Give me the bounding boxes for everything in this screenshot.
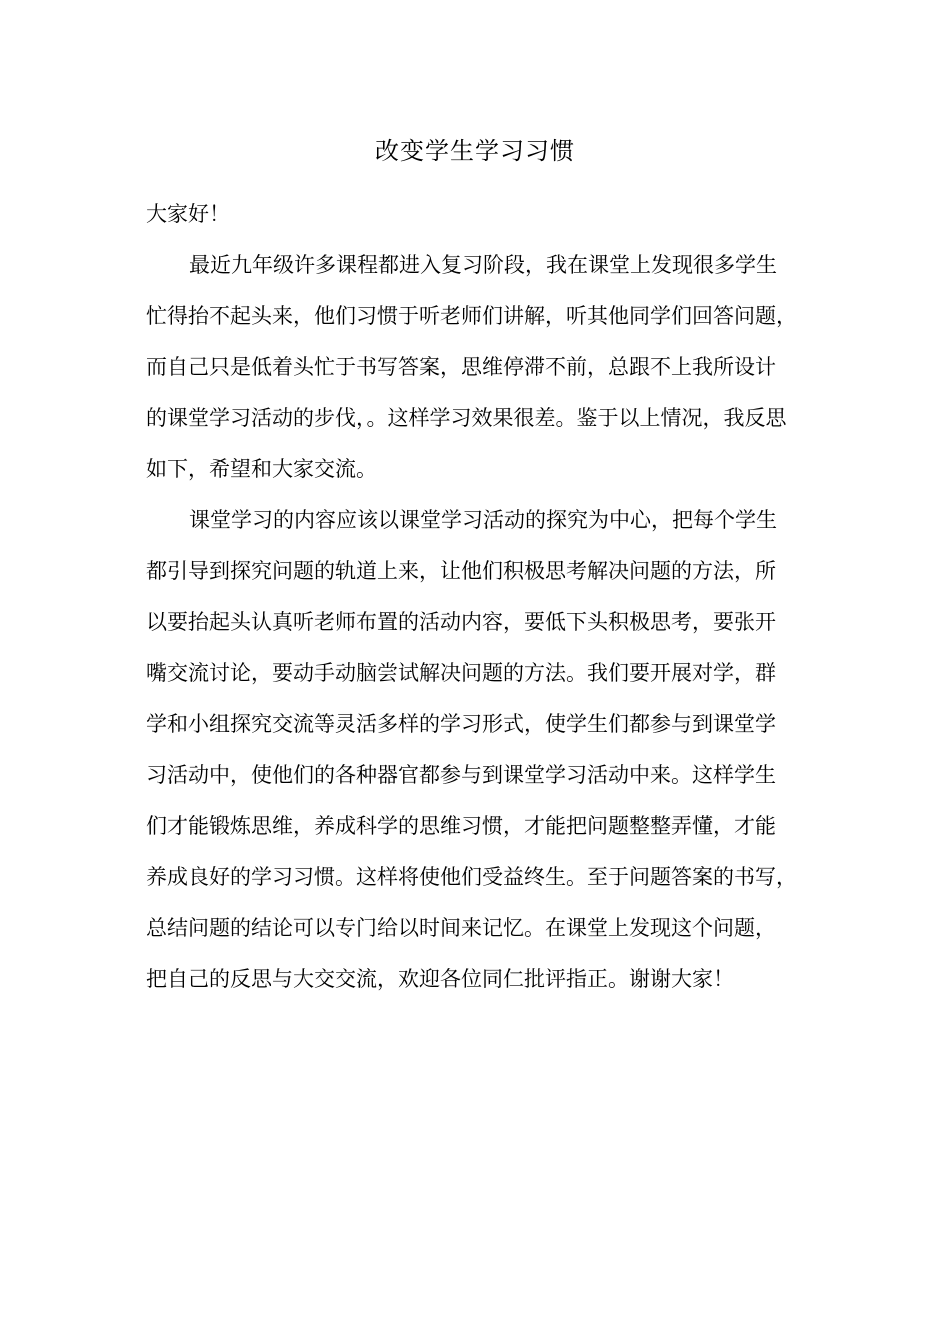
text-line: 习活动中，使他们的各种器官都参与到课堂学习活动中来。这样学生 <box>146 763 776 787</box>
text-line: 总结问题的结论可以专门给以时间来记忆。在课堂上发现这个问题， <box>146 916 776 940</box>
text-line: 学和小组探究交流等灵活多样的学习形式，使学生们都参与到课堂学 <box>146 712 776 736</box>
text-line: 养成良好的学习习惯。这样将使他们受益终生。至于问题答案的书写， <box>146 865 797 889</box>
text-line: 最近九年级许多课程都进入复习阶段，我在课堂上发现很多学生 <box>189 253 777 277</box>
text-line: 以要抬起头认真听老师布置的活动内容，要低下头积极思考，要张开 <box>146 610 776 634</box>
text-line: 如下，希望和大家交流。 <box>146 457 377 481</box>
text-line: 们才能锻炼思维，养成科学的思维习惯，才能把问题整整弄懂，才能 <box>146 814 776 838</box>
text-line: 忙得抬不起头来，他们习惯于听老师们讲解，听其他同学们回答问题， <box>146 304 797 328</box>
document-body <box>146 194 816 1010</box>
document-title: 改变学生学习习惯 <box>375 137 575 165</box>
text-line: 把自己的反思与大交交流，欢迎各位同仁批评指正。谢谢大家！ <box>146 967 734 991</box>
greeting-line: 大家好！ <box>146 202 230 226</box>
text-line: 课堂学习的内容应该以课堂学习活动的探究为中心，把每个学生 <box>189 508 777 532</box>
text-line: 的课堂学习活动的步伐，。这样学习效果很差。鉴于以上情况，我反思 <box>146 406 787 430</box>
text-line: 嘴交流讨论，要动手动脑尝试解决问题的方法。我们要开展对学，群 <box>146 661 776 685</box>
text-line: 而自己只是低着头忙于书写答案，思维停滞不前，总跟不上我所设计 <box>146 355 776 379</box>
text-line: 都引导到探究问题的轨道上来，让他们积极思考解决问题的方法，所 <box>146 559 776 583</box>
